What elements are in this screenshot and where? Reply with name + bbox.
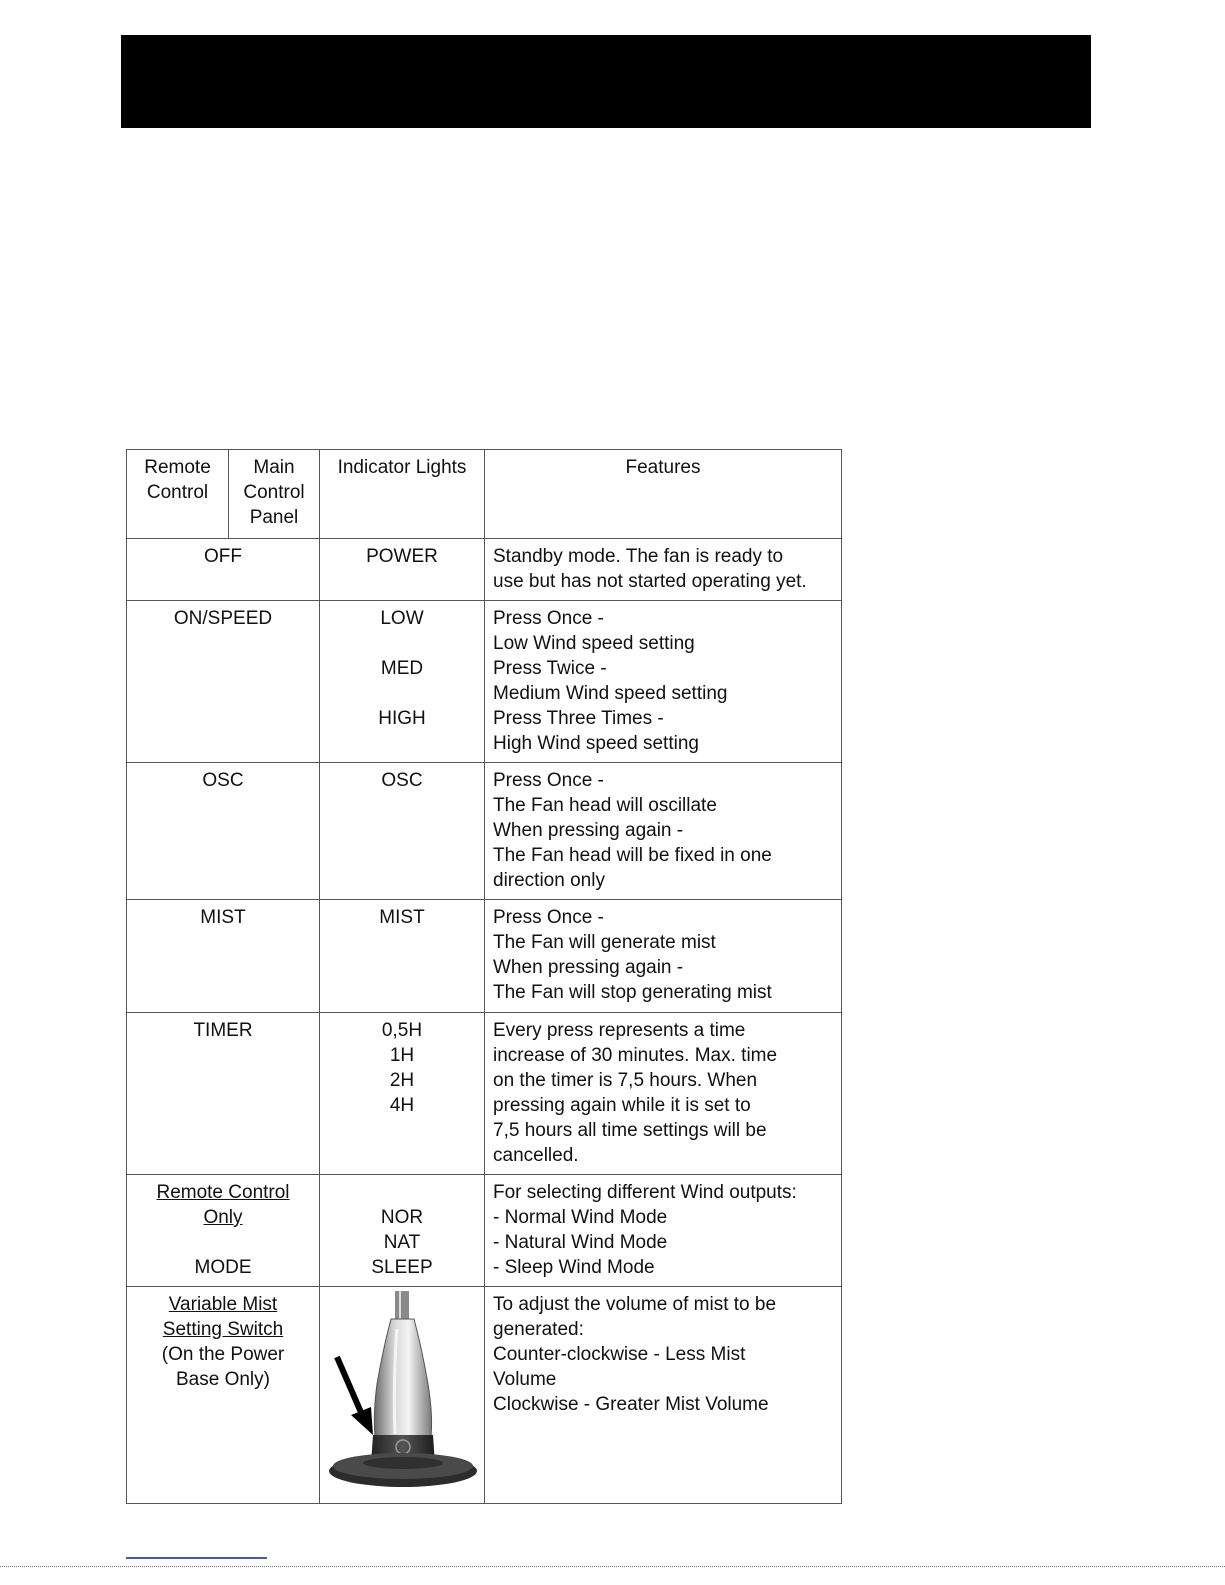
- header-indicator-lights: Indicator Lights: [320, 450, 485, 539]
- indicator-cell: LOW MED HIGH: [320, 601, 485, 763]
- remote-only-note: Remote Control Only: [156, 1182, 290, 1228]
- control-cell: ON/SPEED: [127, 601, 320, 763]
- features-table: [126, 449, 842, 1504]
- fan-image-cell: [320, 1287, 485, 1504]
- power-base-note: (On the Power Base Only): [161, 1344, 285, 1390]
- footer-link-rule: [126, 1557, 267, 1559]
- features-cell: Every press represents a time increase of 30 minutes. Max. time on the timer is 7,5 hours. When pressing again while it is set to 7,5 hours all time settings will be cancelled.: [485, 1013, 842, 1175]
- control-cell: MIST: [127, 900, 320, 1013]
- indicator-cell: POWER: [320, 539, 485, 601]
- table-row-variable-mist: [127, 1287, 842, 1504]
- control-cell: OFF: [127, 539, 320, 601]
- table-row-osc: [127, 763, 842, 900]
- table-row-timer: [127, 1013, 842, 1175]
- fan-base-image: [325, 1289, 480, 1494]
- indicator-cell: OSC: [320, 763, 485, 900]
- table-header-row: [127, 450, 842, 539]
- features-cell: To adjust the volume of mist to be generated: Counter-clockwise - Less Mist Volume Clockwise - Greater Mist Volume: [485, 1287, 842, 1504]
- indicator-cell: NOR NAT SLEEP: [320, 1175, 485, 1287]
- features-cell: Press Once - The Fan will generate mist When pressing again - The Fan will stop generating mist: [485, 900, 842, 1013]
- header-features: Features: [485, 450, 842, 539]
- indicator-cell: 0,5H 1H 2H 4H: [320, 1013, 485, 1175]
- features-cell: Press Once - The Fan head will oscillate When pressing again - The Fan head will be fixed in one direction only: [485, 763, 842, 900]
- features-cell: Standby mode. The fan is ready to use but has not started operating yet.: [485, 539, 842, 601]
- header-main-control-panel: Main Control Panel: [229, 450, 320, 539]
- header-bar: [121, 35, 1091, 128]
- header-remote-control: Remote Control: [127, 450, 229, 539]
- control-cell: TIMER: [127, 1013, 320, 1175]
- features-cell: Press Once - Low Wind speed setting Press Twice - Medium Wind speed setting Press Three Times - High Wind speed setting: [485, 601, 842, 763]
- variable-mist-title: Variable Mist Setting Switch: [162, 1294, 284, 1340]
- features-cell: For selecting different Wind outputs: - Normal Wind Mode - Natural Wind Mode - Sleep Wind Mode: [485, 1175, 842, 1287]
- table-row-off: [127, 539, 842, 601]
- mode-label: MODE: [194, 1257, 252, 1278]
- control-cell: OSC: [127, 763, 320, 900]
- page-bottom-dotted-rule: [0, 1566, 1225, 1567]
- table-row-mist: [127, 900, 842, 1013]
- table-row-mode: [127, 1175, 842, 1287]
- indicator-cell: MIST: [320, 900, 485, 1013]
- control-cell: [127, 1287, 320, 1504]
- table-row-on-speed: [127, 601, 842, 763]
- control-cell: [127, 1175, 320, 1287]
